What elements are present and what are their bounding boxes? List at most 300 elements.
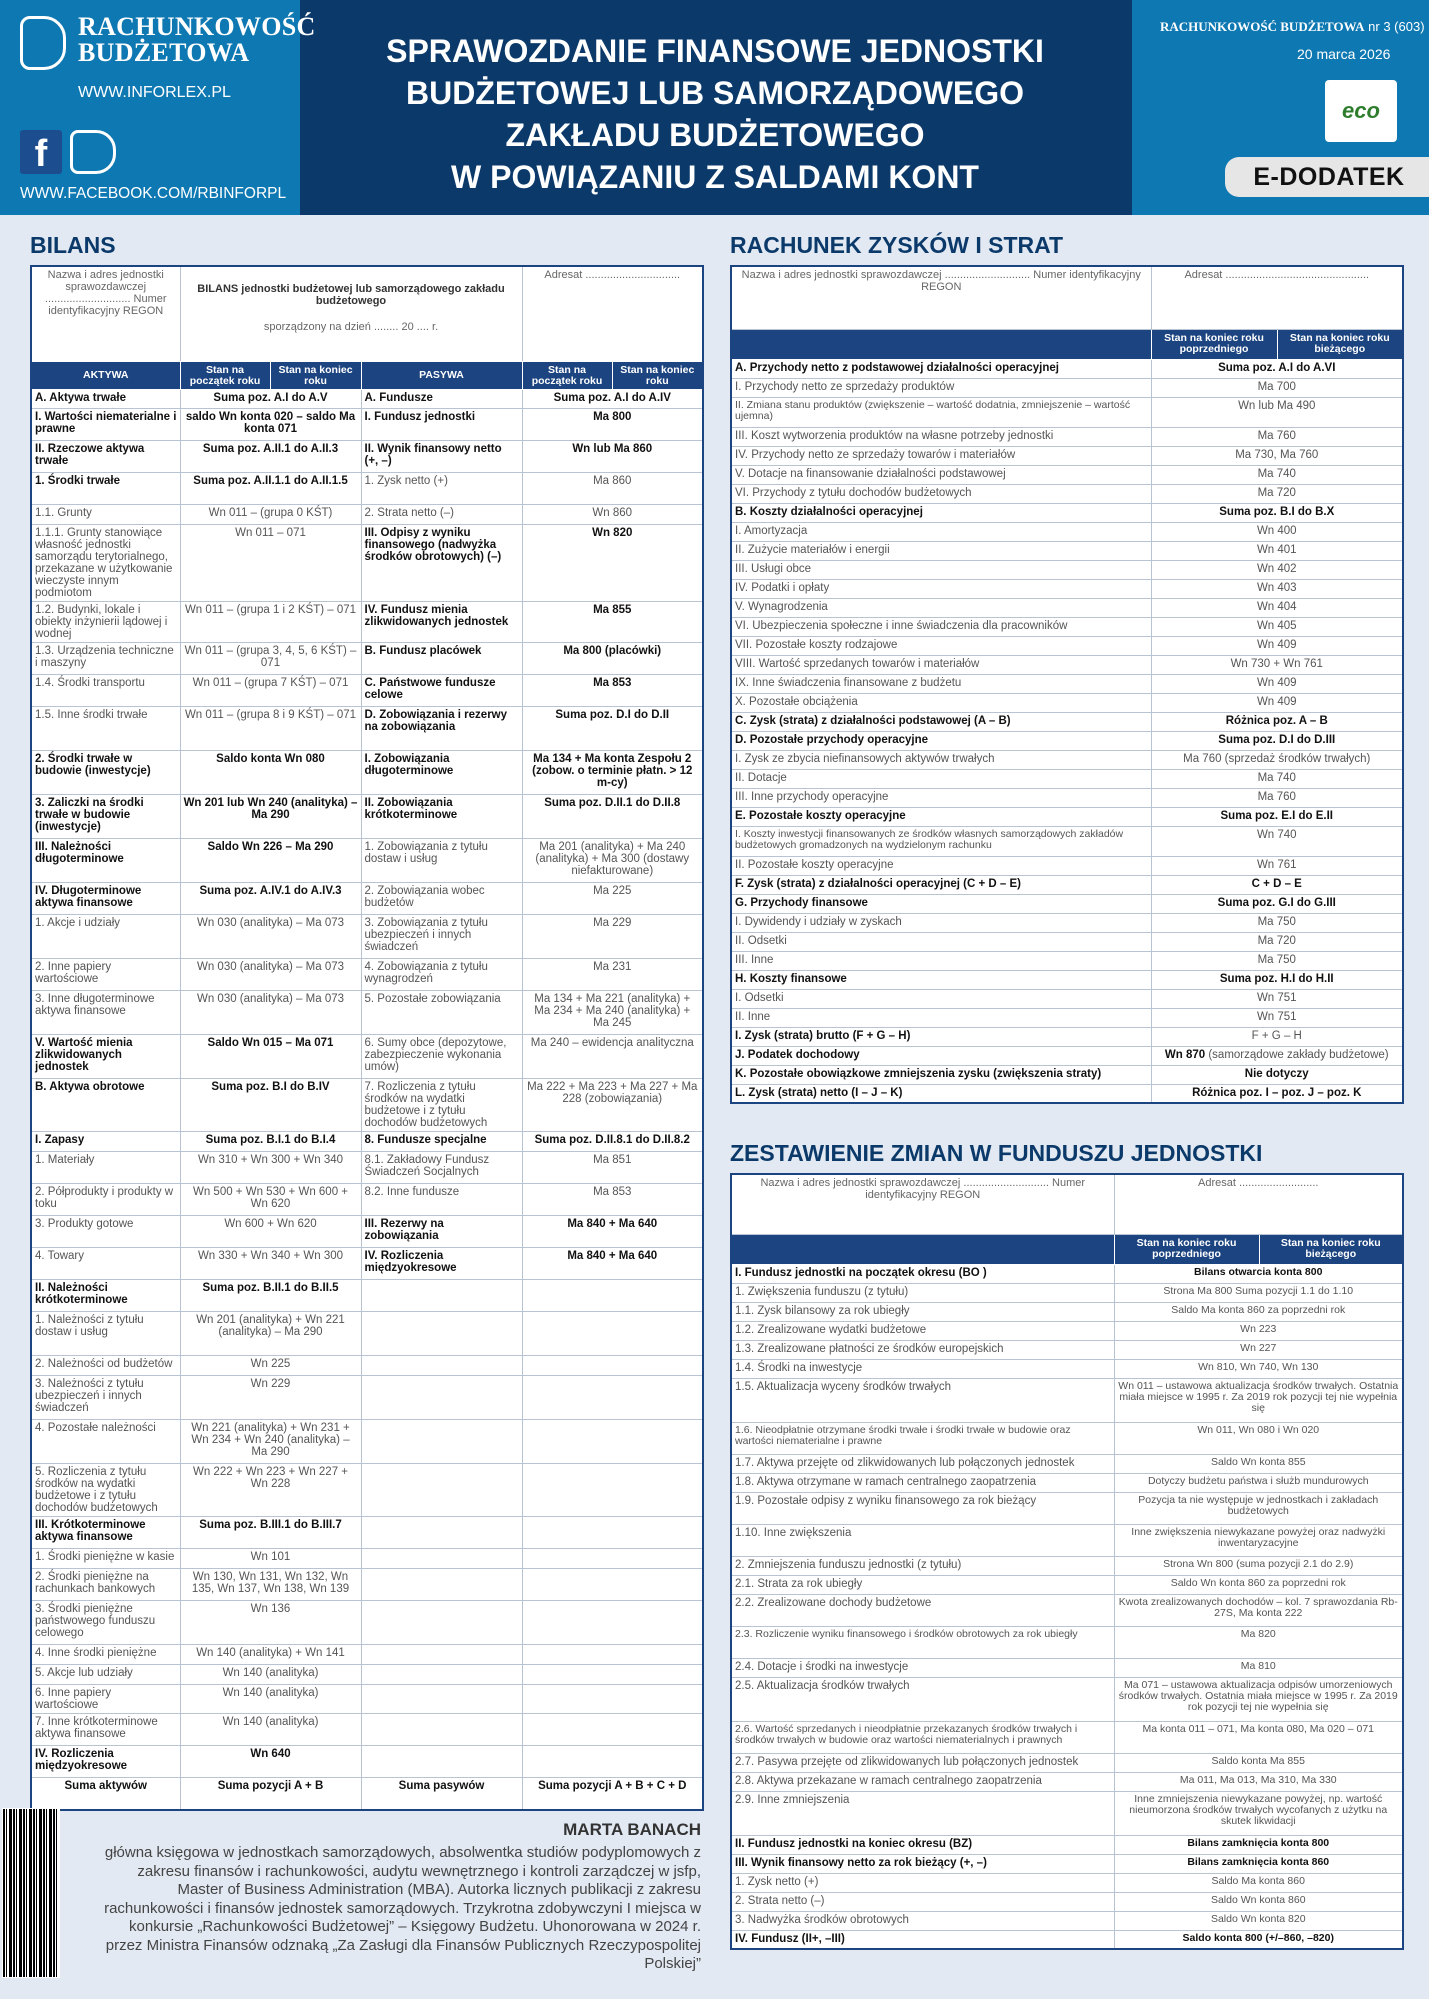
- barcode: [2, 1808, 60, 1978]
- rzis-label: I. Odsetki: [731, 989, 1151, 1008]
- zzf-label: 1.2. Zrealizowane wydatki budżetowe: [731, 1321, 1114, 1340]
- bilans-row: [31, 751, 703, 795]
- aktywa-label: B. Aktywa obrotowe: [31, 1079, 180, 1132]
- aktywa-label: 1. Materiały: [31, 1152, 180, 1184]
- rzis-label: H. Koszty finansowe: [731, 970, 1151, 989]
- aktywa-label: 2. Środki pieniężne na rachunkach bankowych: [31, 1569, 180, 1601]
- pasywa-label: [361, 1569, 522, 1601]
- bilans-col-header: Stan na początek roku: [180, 362, 270, 390]
- aktywa-value: Wn 222 + Wn 223 + Wn 227 + Wn 228: [180, 1464, 361, 1517]
- rzis-value: Wn 405: [1151, 617, 1403, 636]
- zzf-value: Pozycja ta nie występuje w jednostkach i zakładach budżetowych: [1114, 1492, 1403, 1524]
- aktywa-value: Wn 011 – (grupa 0 KŚT): [180, 505, 361, 525]
- rzis-label: I. Zysk ze zbycia niefinansowych aktywów trwałych: [731, 750, 1151, 769]
- bilans-row: [31, 1184, 703, 1216]
- rzis-row: [731, 1046, 1403, 1065]
- aktywa-label: 3. Inne długoterminowe aktywa finansowe: [31, 991, 180, 1035]
- rzis-meta-left: Nazwa i adres jednostki sprawozdawczej ............................ Numer identyfikacyjny REGON: [731, 266, 1151, 329]
- zzf-value: Saldo Wn konta 860: [1114, 1892, 1403, 1911]
- zzf-row: [731, 1626, 1403, 1658]
- rzis-label: V. Dotacje na finansowanie działalności podstawowej: [731, 465, 1151, 484]
- zzf-value: Kwota zrealizowanych dochodów – kol. 7 sprawozdania Rb-27S, Ma konta 222: [1114, 1594, 1403, 1626]
- zzf-label: 2.2. Zrealizowane dochody budżetowe: [731, 1594, 1114, 1626]
- aktywa-label: III. Należności długoterminowe: [31, 839, 180, 883]
- pasywa-label: II. Wynik finansowy netto (+, –): [361, 441, 522, 473]
- zzf-header-blank: [731, 1234, 1114, 1264]
- pasywa-label: [361, 1312, 522, 1356]
- pasywa-value: [522, 1645, 703, 1665]
- aktywa-value: Suma poz. B.II.1 do B.II.5: [180, 1280, 361, 1312]
- bilans-meta-mid: BILANS jednostki budżetowej lub samorządowego zakładu budżetowego sporządzony na dzień ........ 20 .... r.: [180, 266, 522, 364]
- zzf-row: [731, 1492, 1403, 1524]
- bilans-row: [31, 795, 703, 839]
- rzis-value: Ma 760 (sprzedaż środków trwałych): [1151, 750, 1403, 769]
- pasywa-label: 6. Sumy obce (depozytowe, zabezpieczenie wykonania umów): [361, 1035, 522, 1079]
- aktywa-label: 1.4. Środki transportu: [31, 675, 180, 707]
- aktywa-label: 1. Akcje i udziały: [31, 915, 180, 959]
- pasywa-label: C. Państwowe fundusze celowe: [361, 675, 522, 707]
- pasywa-label: [361, 1601, 522, 1645]
- rzis-label: II. Odsetki: [731, 932, 1151, 951]
- pasywa-label: [361, 1517, 522, 1549]
- pasywa-value: Ma 800 (placówki): [522, 643, 703, 675]
- bilans-heading: BILANS: [30, 232, 116, 258]
- zzf-value: Inne zmniejszenia niewykazane powyżej, np. wartość nieumorzona środków trwałych wycofanych z użytku na skutek likwidacji: [1114, 1791, 1403, 1835]
- pasywa-label: 8. Fundusze specjalne: [361, 1132, 522, 1152]
- zzf-row: [731, 1283, 1403, 1302]
- bilans-row: [31, 1280, 703, 1312]
- rzis-row: [731, 655, 1403, 674]
- rzis-row: [731, 951, 1403, 970]
- bilans-row: [31, 915, 703, 959]
- zzf-label: II. Fundusz jednostki na koniec okresu (BZ): [731, 1835, 1114, 1854]
- zzf-meta-left: Nazwa i adres jednostki sprawozdawczej ............................ Numer identyfikacyjny REGON: [731, 1174, 1114, 1234]
- e-dodatek-badge: E-DODATEK: [1225, 157, 1429, 197]
- pasywa-value: [522, 1517, 703, 1549]
- zzf-value: Ma 820: [1114, 1626, 1403, 1658]
- brand-name: RACHUNKOWOŚĆ BUDŻETOWA: [78, 12, 316, 67]
- bilans-row: [31, 1079, 703, 1132]
- author-name: MARTA BANACH: [563, 1820, 701, 1839]
- aktywa-value: Wn 140 (analityka): [180, 1685, 361, 1714]
- rzis-label: II. Dotacje: [731, 769, 1151, 788]
- bilans-header-row: [31, 362, 703, 390]
- pasywa-value: Ma 225: [522, 883, 703, 915]
- aktywa-label: 3. Zaliczki na środki trwałe w budowie (inwestycje): [31, 795, 180, 839]
- rb-small-icon: [70, 130, 116, 174]
- zzf-label: 1.6. Nieodpłatnie otrzymane środki trwałe i środki trwałe w budowie oraz wartości niematerialne i prawne: [731, 1422, 1114, 1454]
- rzis-label: X. Pozostałe obciążenia: [731, 693, 1151, 712]
- aktywa-value: saldo Wn konta 020 – saldo Ma konta 071: [180, 409, 361, 441]
- zzf-row: [731, 1911, 1403, 1930]
- pasywa-label: 1. Zobowiązania z tytułu dostaw i usług: [361, 839, 522, 883]
- bilans-row: [31, 1464, 703, 1517]
- rzis-label: II. Inne: [731, 1008, 1151, 1027]
- aktywa-value: Saldo Wn 226 – Ma 290: [180, 839, 361, 883]
- eco-badge-icon: eco: [1325, 80, 1397, 142]
- pasywa-value: Ma 840 + Ma 640: [522, 1216, 703, 1248]
- aktywa-label: 1. Środki trwałe: [31, 473, 180, 505]
- aktywa-label: 4. Inne środki pieniężne: [31, 1645, 180, 1665]
- rzis-value: Ma 740: [1151, 465, 1403, 484]
- rzis-value: Ma 760: [1151, 788, 1403, 807]
- aktywa-label: 5. Rozliczenia z tytułu środków na wydatki budżetowe i z tytułu dochodów budżetowych: [31, 1464, 180, 1517]
- aktywa-label: A. Aktywa trwałe: [31, 390, 180, 409]
- aktywa-label: 2. Należności od budżetów: [31, 1356, 180, 1376]
- pasywa-label: [361, 1356, 522, 1376]
- bilans-row: [31, 505, 703, 525]
- aktywa-value: Suma pozycji A + B: [180, 1778, 361, 1810]
- bilans-row: [31, 1517, 703, 1549]
- rzis-row: [731, 826, 1403, 856]
- rzis-value: Ma 730, Ma 760: [1151, 446, 1403, 465]
- aktywa-label: 1. Należności z tytułu dostaw i usług: [31, 1312, 180, 1356]
- rzis-row: [731, 1084, 1403, 1103]
- rzis-value: Wn 409: [1151, 674, 1403, 693]
- zzf-value: Ma 011, Ma 013, Ma 310, Ma 330: [1114, 1772, 1403, 1791]
- aktywa-value: Wn 030 (analityka) – Ma 073: [180, 991, 361, 1035]
- zzf-value: Wn 011 – ustawowa aktualizacja środków trwałych. Ostatnia miała miejsce w 1995 r. Za 2019 rok pozycji tej nie wypełnia się: [1114, 1378, 1403, 1422]
- rzis-value: Wn 740: [1151, 826, 1403, 856]
- zzf-row: [731, 1892, 1403, 1911]
- rzis-row: [731, 932, 1403, 951]
- bilans-col-header: PASYWA: [361, 362, 522, 390]
- pasywa-value: Ma 860: [522, 473, 703, 505]
- rzis-label: VI. Ubezpieczenia społeczne i inne świadczenia dla pracowników: [731, 617, 1151, 636]
- bilans-row: [31, 1312, 703, 1356]
- pasywa-value: Ma 222 + Ma 223 + Ma 227 + Ma 228 (zobowiązania): [522, 1079, 703, 1132]
- pasywa-value: Ma 840 + Ma 640: [522, 1248, 703, 1280]
- zzf-row: [731, 1473, 1403, 1492]
- aktywa-value: Saldo konta Wn 080: [180, 751, 361, 795]
- bilans-row: [31, 1714, 703, 1746]
- pasywa-value: [522, 1420, 703, 1464]
- pasywa-label: IV. Fundusz mienia zlikwidowanych jednostek: [361, 602, 522, 643]
- aktywa-value: Suma poz. A.II.1.1 do A.II.1.5: [180, 473, 361, 505]
- zzf-row: [731, 1359, 1403, 1378]
- pasywa-value: Suma pozycji A + B + C + D: [522, 1778, 703, 1810]
- bilans-row: [31, 1152, 703, 1184]
- zzf-label: 1.9. Pozostałe odpisy z wyniku finansowego za rok bieżący: [731, 1492, 1114, 1524]
- rzis-header-row: [731, 329, 1403, 359]
- zzf-row: [731, 1677, 1403, 1721]
- aktywa-value: Wn 011 – 071: [180, 525, 361, 602]
- rzis-header-blank: [731, 329, 1151, 359]
- aktywa-label: III. Krótkoterminowe aktywa finansowe: [31, 1517, 180, 1549]
- rzis-label: II. Zmiana stanu produktów (zwiększenie – wartość dodatnia, zmniejszenie – wartość ujemna): [731, 397, 1151, 427]
- zzf-row: [731, 1321, 1403, 1340]
- bilans-row: [31, 643, 703, 675]
- pasywa-label: [361, 1714, 522, 1746]
- pasywa-label: 2. Zobowiązania wobec budżetów: [361, 883, 522, 915]
- zzf-label: 1.5. Aktualizacja wyceny środków trwałych: [731, 1378, 1114, 1422]
- pasywa-value: Ma 134 + Ma konta Zespołu 2 (zobow. o terminie płatn. > 12 m-cy): [522, 751, 703, 795]
- magazine-issue: RACHUNKOWOŚĆ BUDŻETOWA nr 3 (603): [1160, 19, 1425, 34]
- zzf-value: Ma konta 011 – 071, Ma konta 080, Ma 020 – 071: [1114, 1721, 1403, 1753]
- rzis-label: D. Pozostałe przychody operacyjne: [731, 731, 1151, 750]
- zzf-label: 1.1. Zysk bilansowy za rok ubiegły: [731, 1302, 1114, 1321]
- pasywa-label: I. Zobowiązania długoterminowe: [361, 751, 522, 795]
- rzis-label: E. Pozostałe koszty operacyjne: [731, 807, 1151, 826]
- rzis-row: [731, 617, 1403, 636]
- aktywa-value: Wn 011 – (grupa 3, 4, 5, 6 KŚT) – 071: [180, 643, 361, 675]
- aktywa-label: Suma aktywów: [31, 1778, 180, 1810]
- facebook-icon[interactable]: f: [20, 130, 62, 174]
- zzf-row: [731, 1753, 1403, 1772]
- zzf-label: 2. Zmniejszenia funduszu jednostki (z tytułu): [731, 1556, 1114, 1575]
- facebook-link[interactable]: WWW.FACEBOOK.COM/RBINFORPL: [20, 185, 287, 202]
- zzf-value: Saldo Wn konta 855: [1114, 1454, 1403, 1473]
- rzis-value: Ma 700: [1151, 378, 1403, 397]
- pasywa-label: 5. Pozostałe zobowiązania: [361, 991, 522, 1035]
- zzf-row: [731, 1658, 1403, 1677]
- rzis-value: Nie dotyczy: [1151, 1065, 1403, 1084]
- pasywa-value: Ma 229: [522, 915, 703, 959]
- aktywa-value: Wn 140 (analityka): [180, 1714, 361, 1746]
- rzis-row: [731, 788, 1403, 807]
- rzis-value: Suma poz. B.I do B.X: [1151, 503, 1403, 522]
- pasywa-value: [522, 1312, 703, 1356]
- zzf-row: [731, 1454, 1403, 1473]
- bilans-row: [31, 525, 703, 602]
- rzis-row: [731, 750, 1403, 769]
- rzis-label: K. Pozostałe obowiązkowe zmniejszenia zysku (zwiększenia straty): [731, 1065, 1151, 1084]
- pasywa-label: B. Fundusz placówek: [361, 643, 522, 675]
- rzis-row: [731, 1065, 1403, 1084]
- aktywa-label: 7. Inne krótkoterminowe aktywa finansowe: [31, 1714, 180, 1746]
- pasywa-label: I. Fundusz jednostki: [361, 409, 522, 441]
- aktywa-value: Suma poz. A.II.1 do A.II.3: [180, 441, 361, 473]
- zzf-label: 1.3. Zrealizowane płatności ze środków europejskich: [731, 1340, 1114, 1359]
- rzis-row: [731, 769, 1403, 788]
- website-link[interactable]: WWW.INFORLEX.PL: [78, 84, 231, 101]
- rzis-row: [731, 465, 1403, 484]
- zzf-heading: ZESTAWIENIE ZMIAN W FUNDUSZU JEDNOSTKI: [730, 1140, 1263, 1166]
- pasywa-value: Ma 853: [522, 675, 703, 707]
- bilans-col-header: Stan na koniec roku: [270, 362, 361, 390]
- zzf-label: 1.7. Aktywa przejęte od zlikwidowanych lub połączonych jednostek: [731, 1454, 1114, 1473]
- aktywa-label: 3. Należności z tytułu ubezpieczeń i innych świadczeń: [31, 1376, 180, 1420]
- rzis-row: [731, 807, 1403, 826]
- aktywa-label: 4. Towary: [31, 1248, 180, 1280]
- aktywa-value: Wn 330 + Wn 340 + Wn 300: [180, 1248, 361, 1280]
- author-bio: główna księgowa w jednostkach samorządowych, absolwentka studiów podyplomowych z zakresu finansów i rachunkowości, audytu wewnętrznego i kontroli zarządczej w jsfp, Master of Business Administration (MBA). Autorka licznych publikacji z zakresu rachunkowości i finansów jednostek samorządowych. Trzykrotna zdobywczyni I miejsca w konkursie „Rachunkowości Budżetowej” – Księgowy Budżetu. Uhonorowana w 2024 r. przez Ministra Finansów odznaką „Za Zasługi dla Finansów Publicznych Rzeczypospolitej Polskiej”: [104, 1844, 701, 1972]
- aktywa-value: Wn 011 – (grupa 1 i 2 KŚT) – 071: [180, 602, 361, 643]
- zzf-label: 1. Zwiększenia funduszu (z tytułu): [731, 1283, 1114, 1302]
- zzf-value: Strona Ma 800 Suma pozycji 1.1 do 1.10: [1114, 1283, 1403, 1302]
- zzf-row: [731, 1594, 1403, 1626]
- rzis-value: Suma poz. H.I do H.II: [1151, 970, 1403, 989]
- aktywa-label: 1.3. Urządzenia techniczne i maszyny: [31, 643, 180, 675]
- aktywa-value: Wn 011 – (grupa 8 i 9 KŚT) – 071: [180, 707, 361, 751]
- pasywa-value: Suma poz. D.II.1 do D.II.8: [522, 795, 703, 839]
- pasywa-value: [522, 1356, 703, 1376]
- bilans-row: [31, 839, 703, 883]
- zzf-label: IV. Fundusz (II+, –III): [731, 1930, 1114, 1949]
- page-title: SPRAWOZDANIE FINANSOWE JEDNOSTKI BUDŻETOWEJ LUB SAMORZĄDOWEGO ZAKŁADU BUDŻETOWEGO W POWIĄZANIU Z SALDAMI KONT: [386, 33, 1044, 195]
- zzf-label: 1.10. Inne zwiększenia: [731, 1524, 1114, 1556]
- zzf-value: Saldo Ma konta 860 za poprzedni rok: [1114, 1302, 1403, 1321]
- pasywa-value: Wn 860: [522, 505, 703, 525]
- bilans-row: [31, 707, 703, 751]
- rzis-label: A. Przychody netto z podstawowej działalności operacyjnej: [731, 359, 1151, 378]
- aktywa-label: 1.1. Grunty: [31, 505, 180, 525]
- rzis-row: [731, 522, 1403, 541]
- rzis-value: Wn 870 (samorządowe zakłady budżetowe): [1151, 1046, 1403, 1065]
- zzf-value: Wn 227: [1114, 1340, 1403, 1359]
- rzis-label: F. Zysk (strata) z działalności operacyjnej (C + D – E): [731, 875, 1151, 894]
- aktywa-label: II. Należności krótkoterminowe: [31, 1280, 180, 1312]
- pasywa-label: 2. Strata netto (–): [361, 505, 522, 525]
- rzis-value: Ma 720: [1151, 932, 1403, 951]
- rzis-row: [731, 359, 1403, 378]
- header: [0, 0, 1429, 215]
- zzf-value: Inne zwiększenia niewykazane powyżej oraz nadwyżki inwentaryzacyjne: [1114, 1524, 1403, 1556]
- zzf-label: 2.5. Aktualizacja środków trwałych: [731, 1677, 1114, 1721]
- zzf-label: 1.8. Aktywa otrzymane w ramach centralnego zaopatrzenia: [731, 1473, 1114, 1492]
- pasywa-label: 7. Rozliczenia z tytułu środków na wydatki budżetowe i z tytułu dochodów budżetowych: [361, 1079, 522, 1132]
- rb-logo-icon: [20, 16, 66, 70]
- bilans-row: [31, 1746, 703, 1778]
- rzis-row: [731, 1008, 1403, 1027]
- aktywa-value: Wn 101: [180, 1549, 361, 1569]
- rzis-label: B. Koszty działalności operacyjnej: [731, 503, 1151, 522]
- aktywa-value: Wn 030 (analityka) – Ma 073: [180, 959, 361, 991]
- pasywa-value: Ma 231: [522, 959, 703, 991]
- aktywa-value: Wn 640: [180, 1746, 361, 1778]
- zzf-value: Wn 011, Wn 080 i Wn 020: [1114, 1422, 1403, 1454]
- rzis-value: Wn 404: [1151, 598, 1403, 617]
- rzis-value: Różnica poz. A – B: [1151, 712, 1403, 731]
- zzf-row: [731, 1930, 1403, 1949]
- rzis-value: Wn lub Ma 490: [1151, 397, 1403, 427]
- zzf-label: 2.1. Strata za rok ubiegły: [731, 1575, 1114, 1594]
- rzis-row: [731, 636, 1403, 655]
- zzf-row: [731, 1575, 1403, 1594]
- pasywa-value: Ma 800: [522, 409, 703, 441]
- rzis-value: Ma 760: [1151, 427, 1403, 446]
- aktywa-label: 1.2. Budynki, lokale i obiekty inżynierii lądowej i wodnej: [31, 602, 180, 643]
- bilans-row: [31, 1645, 703, 1665]
- zzf-value: Saldo konta Ma 855: [1114, 1753, 1403, 1772]
- zzf-label: 2.8. Aktywa przekazane w ramach centralnego zaopatrzenia: [731, 1772, 1114, 1791]
- zzf-row: [731, 1556, 1403, 1575]
- pasywa-label: IV. Rozliczenia międzyokresowe: [361, 1248, 522, 1280]
- zzf-row: [731, 1873, 1403, 1892]
- pasywa-value: Ma 201 (analityka) + Ma 240 (analityka) + Ma 300 (dostawy niefakturowane): [522, 839, 703, 883]
- zzf-row: [731, 1340, 1403, 1359]
- pasywa-value: Suma poz. D.I do D.II: [522, 707, 703, 751]
- aktywa-label: 4. Pozostałe należności: [31, 1420, 180, 1464]
- pasywa-label: Suma pasywów: [361, 1778, 522, 1810]
- zzf-row: [731, 1378, 1403, 1422]
- pasywa-value: [522, 1746, 703, 1778]
- zzf-value: Saldo Wn konta 860 za poprzedni rok: [1114, 1575, 1403, 1594]
- zzf-label: 2. Strata netto (–): [731, 1892, 1114, 1911]
- rzis-label: V. Wynagrodzenia: [731, 598, 1151, 617]
- pasywa-value: Ma 134 + Ma 221 (analityka) + Ma 234 + Ma 240 (analityka) + Ma 245: [522, 991, 703, 1035]
- pasywa-value: Suma poz. D.II.8.1 do D.II.8.2: [522, 1132, 703, 1152]
- rzis-label: I. Przychody netto ze sprzedaży produktów: [731, 378, 1151, 397]
- rzis-value: Wn 409: [1151, 636, 1403, 655]
- rzis-row: [731, 894, 1403, 913]
- pasywa-label: [361, 1280, 522, 1312]
- zzf-row: [731, 1422, 1403, 1454]
- rzis-label: VI. Przychody z tytułu dochodów budżetowych: [731, 484, 1151, 503]
- aktywa-label: 5. Akcje lub udziały: [31, 1665, 180, 1685]
- bilans-row: [31, 602, 703, 643]
- rzis-label: VIII. Wartość sprzedanych towarów i materiałów: [731, 655, 1151, 674]
- pasywa-label: [361, 1464, 522, 1517]
- pasywa-label: D. Zobowiązania i rezerwy na zobowiązania: [361, 707, 522, 751]
- pasywa-label: [361, 1376, 522, 1420]
- rzis-label: I. Amortyzacja: [731, 522, 1151, 541]
- rzis-row: [731, 503, 1403, 522]
- zzf-label: 2.3. Rozliczenie wyniku finansowego i środków obrotowych za rok ubiegły: [731, 1626, 1114, 1658]
- pasywa-label: 1. Zysk netto (+): [361, 473, 522, 505]
- rzis-label: J. Podatek dochodowy: [731, 1046, 1151, 1065]
- rzis-label: II. Pozostałe koszty operacyjne: [731, 856, 1151, 875]
- rzis-row: [731, 693, 1403, 712]
- bilans-row: [31, 675, 703, 707]
- pasywa-label: 3. Zobowiązania z tytułu ubezpieczeń i innych świadczeń: [361, 915, 522, 959]
- pasywa-value: [522, 1685, 703, 1714]
- rzis-label: IV. Przychody netto ze sprzedaży towarów i materiałów: [731, 446, 1151, 465]
- rzis-value: Wn 761: [1151, 856, 1403, 875]
- rzis-label: G. Przychody finansowe: [731, 894, 1151, 913]
- bilans-row: [31, 1248, 703, 1280]
- zzf-value: Strona Wn 800 (suma pozycji 2.1 do 2.9): [1114, 1556, 1403, 1575]
- aktywa-label: IV. Rozliczenia międzyokresowe: [31, 1746, 180, 1778]
- rzis-row: [731, 913, 1403, 932]
- rzis-value: F + G – H: [1151, 1027, 1403, 1046]
- bilans-col-header: Stan na początek roku: [522, 362, 612, 390]
- zzf-value: Dotyczy budżetu państwa i służb mundurowych: [1114, 1473, 1403, 1492]
- pasywa-value: [522, 1714, 703, 1746]
- zzf-label: 2.4. Dotacje i środki na inwestycje: [731, 1658, 1114, 1677]
- aktywa-value: Wn 201 lub Wn 240 (analityka) – Ma 290: [180, 795, 361, 839]
- pasywa-value: Ma 855: [522, 602, 703, 643]
- zzf-meta-right: Adresat ..........................: [1114, 1174, 1403, 1234]
- zzf-label: 2.9. Inne zmniejszenia: [731, 1791, 1114, 1835]
- aktywa-label: 3. Produkty gotowe: [31, 1216, 180, 1248]
- bilans-row: [31, 1035, 703, 1079]
- zzf-value: Saldo Wn konta 820: [1114, 1911, 1403, 1930]
- zzf-label: I. Fundusz jednostki na początek okresu (BO ): [731, 1264, 1114, 1283]
- bilans-row: [31, 1685, 703, 1714]
- rzis-value: Wn 403: [1151, 579, 1403, 598]
- rzis-row: [731, 1027, 1403, 1046]
- rzis-table: [730, 265, 1404, 1104]
- aktywa-label: 2. Środki trwałe w budowie (inwestycje): [31, 751, 180, 795]
- bilans-col-header: Stan na koniec roku: [612, 362, 703, 390]
- rzis-value: Wn 400: [1151, 522, 1403, 541]
- aktywa-value: Wn 201 (analityka) + Wn 221 (analityka) – Ma 290: [180, 1312, 361, 1356]
- rzis-row: [731, 484, 1403, 503]
- aktywa-label: 2. Inne papiery wartościowe: [31, 959, 180, 991]
- bilans-meta-right: Adresat ...............................: [522, 266, 703, 364]
- aktywa-value: Wn 140 (analityka): [180, 1665, 361, 1685]
- bilans-row: [31, 473, 703, 505]
- rzis-row: [731, 970, 1403, 989]
- zzf-value: Saldo Ma konta 860: [1114, 1873, 1403, 1892]
- rzis-value: Ma 750: [1151, 913, 1403, 932]
- rzis-row: [731, 397, 1403, 427]
- zzf-value: Bilans zamknięcia konta 800: [1114, 1835, 1403, 1854]
- zzf-row: [731, 1835, 1403, 1854]
- zzf-label: III. Wynik finansowy netto za rok bieżący (+, –): [731, 1854, 1114, 1873]
- aktywa-value: Wn 229: [180, 1376, 361, 1420]
